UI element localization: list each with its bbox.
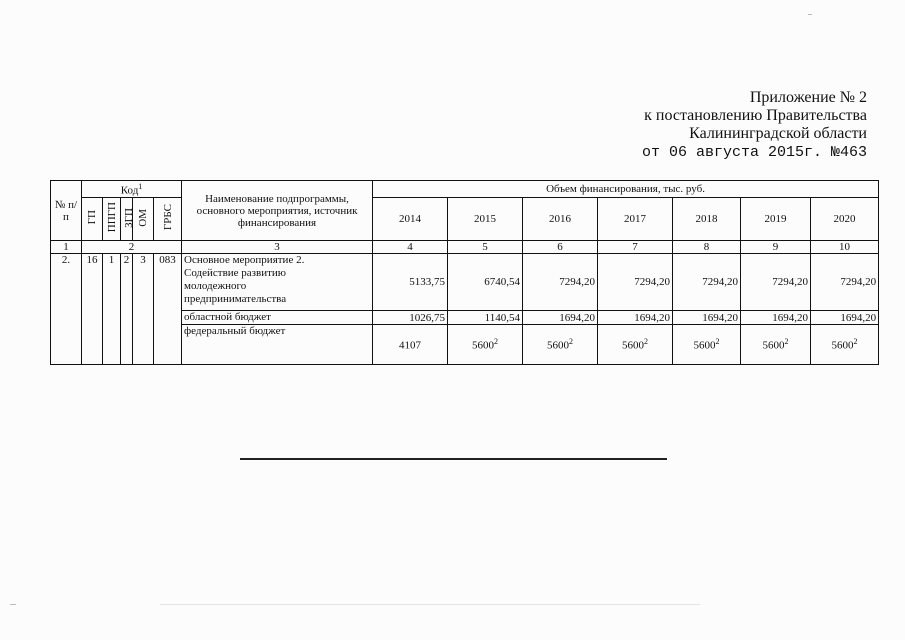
row-code-grbs: 083 [154,254,182,365]
index-9: 9 [741,241,811,254]
code-col-ppgp: ППГП [103,198,121,241]
footnote-2-mark: 2 [569,337,574,347]
code-col-gp: ГП [82,198,103,241]
appendix-title: Приложение № 2 [749,89,867,106]
row-code-ppgp: 1 [103,254,121,365]
footnote-divider [240,458,667,460]
index-8: 8 [673,241,741,254]
year-2017: 2017 [598,198,673,241]
total-2017: 7294,20 [598,254,673,311]
scan-noise-line [160,604,700,605]
footnote-2-mark: 2 [715,337,720,347]
row-code-om: 3 [133,254,154,365]
header-num: № п/п [51,181,82,241]
year-2020: 2020 [811,198,879,241]
year-2014: 2014 [373,198,448,241]
appendix-subtitle-1: к постановлению Правительства [644,107,867,124]
scan-speck [808,14,812,15]
federal-2017: 5600$^2$ [598,325,673,365]
regional-2019: 1694,20 [741,311,811,325]
regional-2017: 1694,20 [598,311,673,325]
regional-label: областной бюджет [182,311,373,325]
total-2019: 7294,20 [741,254,811,311]
footnote-2-mark: 2 [644,337,649,347]
index-1: 1 [51,241,82,254]
header-name: Наименование подпрограммы, основного мероприятия, источник финансирования [182,181,373,241]
regional-2018: 1694,20 [673,311,741,325]
index-5: 5 [448,241,523,254]
index-7: 7 [598,241,673,254]
total-2016: 7294,20 [523,254,598,311]
row-code-zgp: 2 [121,254,133,365]
federal-2018: 5600$^2$ [673,325,741,365]
document-header [642,89,867,162]
scan-speck [10,604,16,605]
total-2014: 5133,75 [373,254,448,311]
code-footnote: 1 [138,181,143,191]
year-2019: 2019 [741,198,811,241]
federal-2019: 5600$^2$ [741,325,811,365]
index-4: 4 [373,241,448,254]
financing-table [50,180,879,365]
code-col-om: ОМ [133,198,154,241]
index-3: 3 [182,241,373,254]
index-2: 2 [82,241,182,254]
header-funding: Объем финансирования, тыс. руб. [373,181,879,198]
federal-2020: 5600$^2$ [811,325,879,365]
header-code: Код$^1$ [82,181,182,198]
code-col-zgp: ЗГП [121,198,133,241]
appendix-subtitle-2: Калининградской области [689,125,867,142]
code-col-grbs: ГРБС [154,198,182,241]
year-2016: 2016 [523,198,598,241]
row-num: 2. [51,254,82,365]
federal-label: федеральный бюджет [182,325,373,365]
year-2018: 2018 [673,198,741,241]
total-2020: 7294,20 [811,254,879,311]
regional-2015: 1140,54 [448,311,523,325]
row-name: Основное мероприятие 2. Содействие развитию молодежного предпринимательства [182,254,373,311]
federal-2016: 5600$^2$ [523,325,598,365]
total-2018: 7294,20 [673,254,741,311]
row-code-gp: 16 [82,254,103,365]
regional-2014: 1026,75 [373,311,448,325]
index-6: 6 [523,241,598,254]
regional-2016: 1694,20 [523,311,598,325]
federal-2015: 5600$^2$ [448,325,523,365]
appendix-date: от 06 августа 2015г. №463 [641,144,867,161]
year-2015: 2015 [448,198,523,241]
federal-2014: 4107 [373,325,448,365]
regional-2020: 1694,20 [811,311,879,325]
footnote-2-mark: 2 [784,337,789,347]
index-10: 10 [811,241,879,254]
footnote-2-mark: 2 [494,337,499,347]
footnote-2-mark: 2 [853,337,858,347]
total-2015: 6740,54 [448,254,523,311]
